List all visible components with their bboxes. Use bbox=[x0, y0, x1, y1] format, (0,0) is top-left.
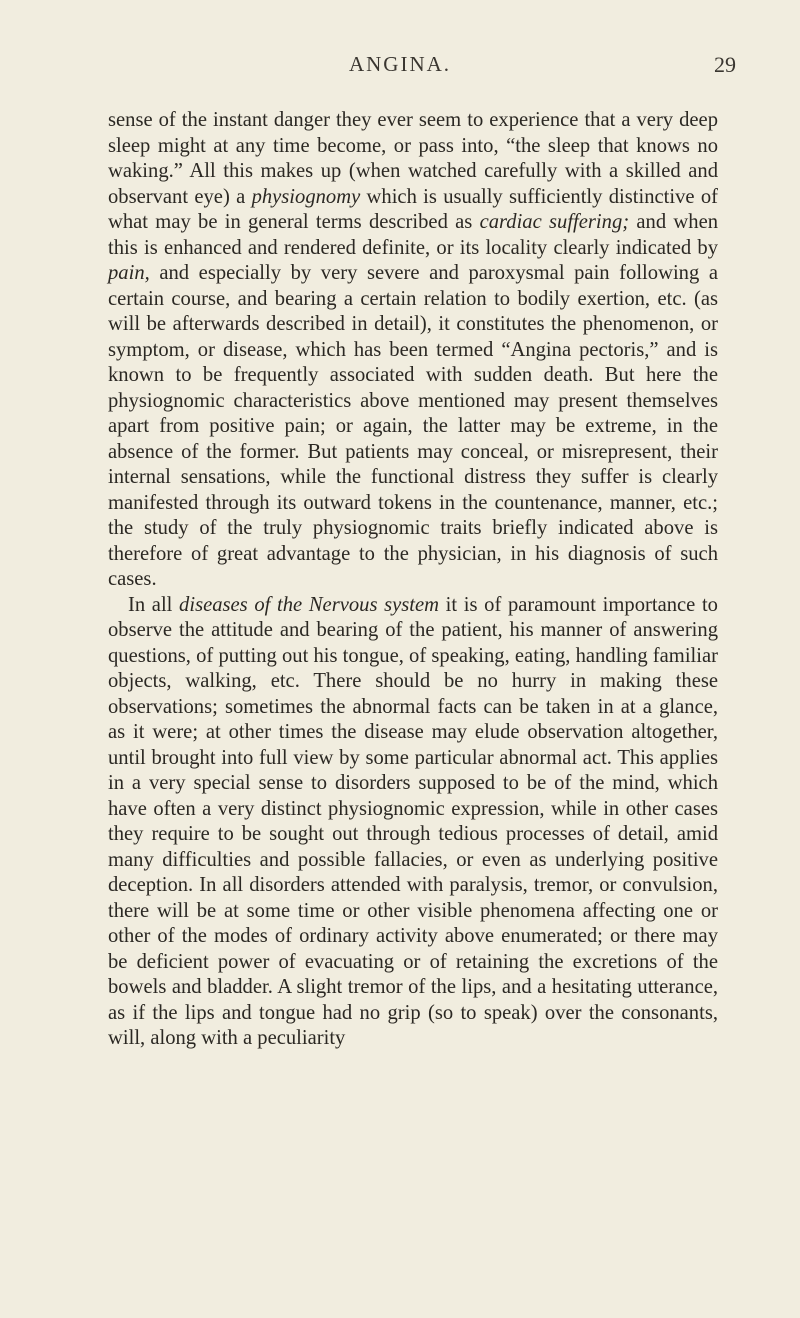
text-run: and when this is enhanced and rendered definite, or its locality clearly indicated by bbox=[108, 211, 719, 259]
text-run: and especially by very severe and paroxysmal pain following a certain course, and bearing a certain relation to bodily exertion, etc. (as will be afterwards described in detail), it constitutes the phenomenon, or symptom, or disease, which has been termed “Angina pectoris,” and is known to be frequently associated with sudden death. But here the physiognomic characteristics above mentioned may present themselves apart from positive pain; or again, the latter may be extreme, in the absence of the former. But patients may conceal, or misrepresent, their internal sensations, while the functional distress they suffer is clearly manifested through its outward tokens in the countenance, manner, etc.; the study of the truly physiognomic traits briefly indicated above is therefore of great advantage to the physician, in his diagnosis of such cases. bbox=[108, 262, 718, 590]
paragraph bbox=[108, 108, 718, 593]
text-run: In all bbox=[128, 593, 180, 616]
emphasis-cardiac-suffering: cardiac suffering; bbox=[479, 211, 630, 233]
page-header bbox=[0, 52, 800, 82]
text-run: sense of the instant danger they ever seem to experience that a very deep sleep might at any time become, or pass into, “the sleep that knows no waking.” All this makes up (when watched carefully with a skilled and observant eye) a bbox=[108, 109, 718, 208]
running-title: ANGINA. bbox=[348, 52, 452, 76]
emphasis-nervous-system: diseases of the Nervous system bbox=[179, 593, 440, 616]
emphasis-pain: pain, bbox=[108, 262, 150, 284]
page-number: 29 bbox=[714, 52, 736, 77]
emphasis-physiognomy: physiognomy bbox=[251, 185, 361, 208]
body-text bbox=[108, 108, 718, 1052]
text-run: which is usually sufficiently distinctive of what may be in general terms described as bbox=[108, 185, 718, 233]
text-run: it is of paramount importance to observe the attitude and bearing of the patient, his manner of answering questions, of putting out his tongue, of speaking, eating, handling familiar objects, walking, etc. There should be no hurry in making these observations; sometimes the abnormal facts can be taken in at a glance, as it were; at other times the disease may elude observation altogether, until brought into full view by some particular abnormal act. This applies in a very special sense to disorders supposed to be of the mind, which have often a very distinct physiognomic expression, while in other cases they require to be sought out through tedious processes of detail, amid many difficulties and possible fallacies, or even as underlying positive deception. In all disorders attended with paralysis, tremor, or convulsion, there will be at some time or other visible phenomena affecting one or other of the modes of ordinary activity above enumerated; or there may be deficient power of evacuating or of retaining the excretions of the bowels and bladder. A slight tremor of the lips, and a hesitating utterance, as if the lips and tongue had no grip (so to speak) over the consonants, will, along with a peculiarity bbox=[108, 593, 718, 1049]
paragraph bbox=[108, 593, 718, 1052]
